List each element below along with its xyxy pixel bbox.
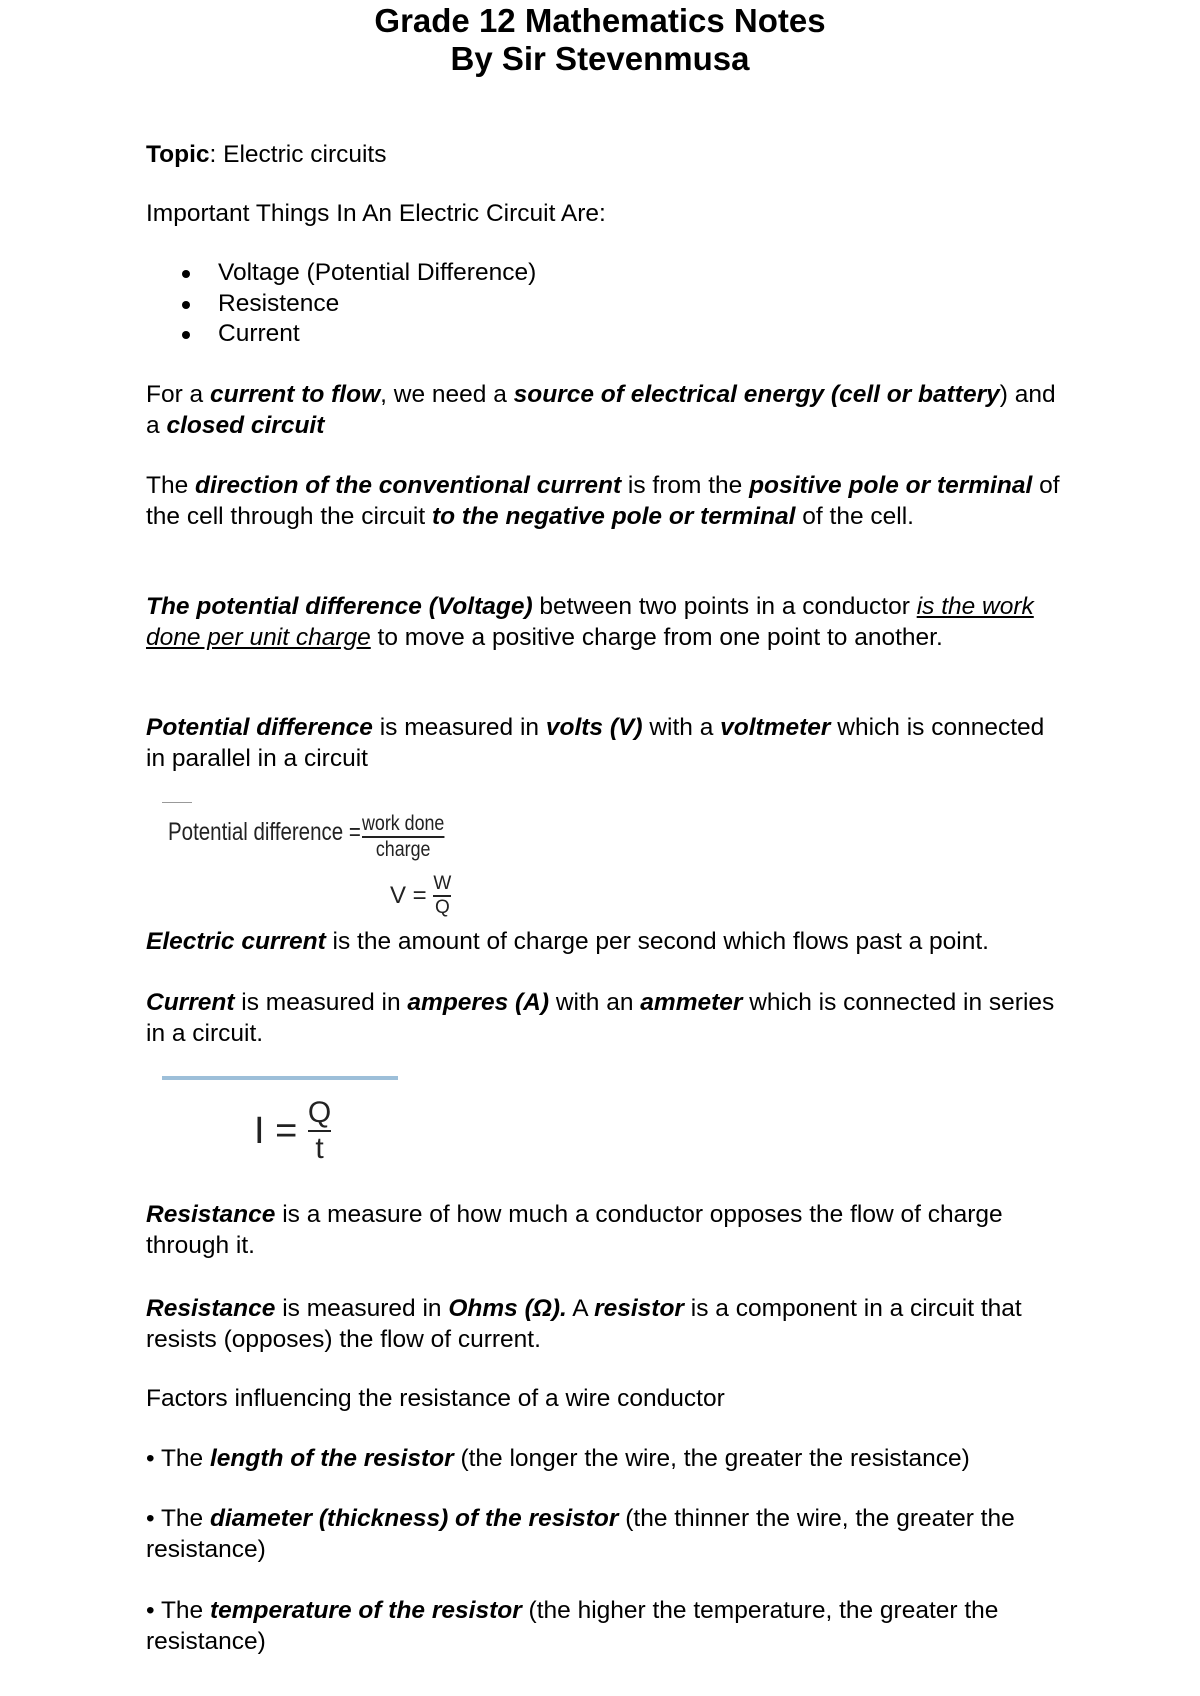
topic-label: Topic bbox=[146, 141, 210, 168]
paragraph-resistance-measure: Resistance is measured in Ohms (Ω). A resistor is a component in a circuit that resists (opposes) the flow of current. bbox=[146, 1295, 1022, 1353]
intro-line: Important Things In An Electric Circuit Are: bbox=[146, 200, 606, 227]
topic-value: : Electric circuits bbox=[209, 141, 387, 168]
paragraph-potential-difference-definition: The potential difference (Voltage) between two points in a conductor is the work done per unit charge to move a positive charge from one point to another. bbox=[146, 593, 1034, 651]
formula-pd-fraction: work done charge bbox=[362, 812, 445, 861]
factor-diameter: • The diameter (thickness) of the resistor (the thinner the wire, the greater the resistance) bbox=[146, 1505, 1015, 1563]
paragraph-resistance-definition: Resistance is a measure of how much a conductor opposes the flow of charge through it. bbox=[146, 1201, 1003, 1259]
potential-difference-formula bbox=[162, 800, 462, 920]
list-item: Resistence bbox=[146, 289, 536, 320]
factor-temperature: • The temperature of the resistor (the higher the temperature, the greater the resistance) bbox=[146, 1597, 999, 1655]
current-formula bbox=[162, 1076, 402, 1176]
paragraph-current-flow: For a current to flow, we need a source of electrical energy (cell or battery) and a closed circuit bbox=[146, 381, 1056, 439]
paragraph-direction: The direction of the conventional current is from the positive pole or terminal of the cell through the circuit to the negative pole or terminal of the cell. bbox=[146, 472, 1060, 530]
factors-heading: Factors influencing the resistance of a wire conductor bbox=[146, 1385, 725, 1412]
important-things-list bbox=[146, 258, 536, 350]
formula-pd-text: Potential difference = bbox=[168, 818, 361, 846]
paragraph-current-measure: Current is measured in amperes (A) with an ammeter which is connected in series in a circuit. bbox=[146, 989, 1055, 1047]
paragraph-potential-difference-measure: Potential difference is measured in volts (V) with a voltmeter which is connected in parallel in a circuit bbox=[146, 714, 1045, 772]
list-item: Current bbox=[146, 319, 536, 350]
topic-line bbox=[146, 140, 1066, 171]
document-author: By Sir Stevenmusa bbox=[450, 40, 750, 77]
formula-v-equation: V = $\frac{W}{Q}$ bbox=[390, 873, 452, 918]
paragraph-current-definition: Electric current is the amount of charge per second which flows past a point. bbox=[146, 928, 989, 955]
formula-i-equation: I = $\frac{Q}{t}$ bbox=[254, 1096, 332, 1165]
list-item: Voltage (Potential Difference) bbox=[146, 258, 536, 289]
bullet-icon bbox=[182, 331, 190, 339]
formula-rule bbox=[162, 1076, 398, 1080]
factor-length: • The length of the resistor (the longer the wire, the greater the resistance) bbox=[146, 1445, 970, 1472]
formula-crop-line bbox=[162, 802, 192, 803]
bullet-icon bbox=[182, 270, 190, 278]
bullet-icon bbox=[182, 301, 190, 309]
document-title: Grade 12 Mathematics Notes bbox=[374, 2, 826, 39]
